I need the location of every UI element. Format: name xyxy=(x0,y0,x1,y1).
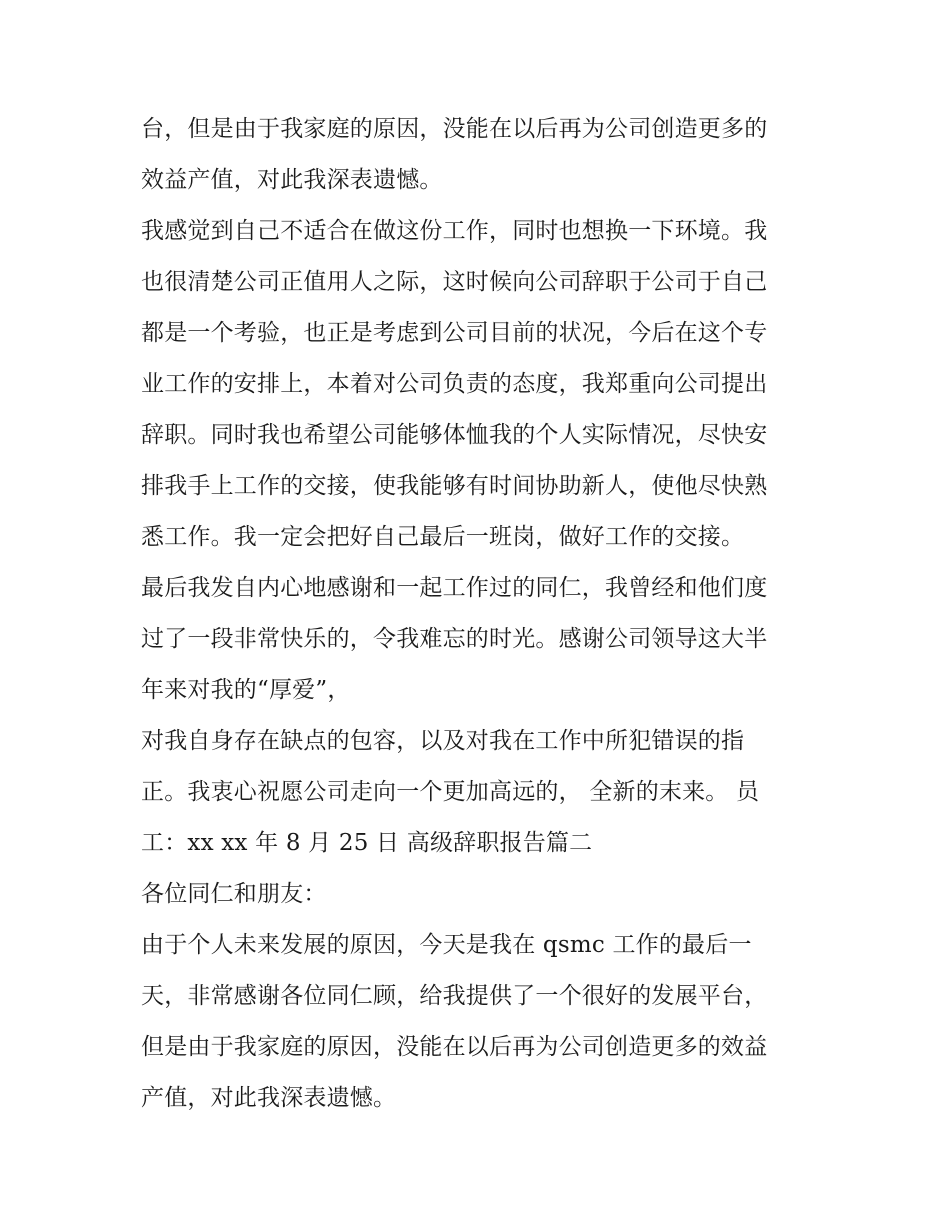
text-line: 由于个人未来发展的原因，今天是我在 qsmc 工作的最后一 xyxy=(141,932,752,958)
text-line: 天，非常感谢各位同仁顾，给我提供了一个很好的发展平台， xyxy=(141,983,768,1009)
text-line: 排我手上工作的交接，使我能够有时间协助新人，使他尽快熟 xyxy=(141,473,768,499)
text-line: 各位同仁和朋友： xyxy=(141,881,327,907)
text-line: 悉工作。我一定会把好自己最后一班岗，做好工作的交接。 xyxy=(141,524,745,550)
text-line: 正。我衷心祝愿公司走向一个更加高远的， 全新的末来。 员 xyxy=(141,779,760,805)
text-line: 工：xx xx 年 8 月 25 日 高级辞职报告篇二 xyxy=(141,830,593,856)
text-line: 我感觉到自己不适合在做这份工作，同时也想换一下环境。我 xyxy=(141,218,768,244)
text-line: 业工作的安排上，本着对公司负责的态度，我郑重向公司提出 xyxy=(141,371,768,397)
text-line: 也很清楚公司正值用人之际，这时候向公司辞职于公司于自己 xyxy=(141,269,768,295)
text-line: 都是一个考验，也正是考虑到公司目前的状况，今后在这个专 xyxy=(141,320,768,346)
text-line: 最后我发自内心地感谢和一起工作过的同仁，我曾经和他们度 xyxy=(141,575,768,601)
text-line: 但是由于我家庭的原因，没能在以后再为公司创造更多的效益 xyxy=(141,1034,768,1060)
text-line: 效益产值，对此我深表遗憾。 xyxy=(141,167,443,193)
text-line: 年来对我的“厚爱”， xyxy=(141,677,351,703)
text-line: 产值，对此我深表遗憾。 xyxy=(141,1085,397,1111)
text-line: 对我自身存在缺点的包容，以及对我在工作中所犯错误的指 xyxy=(141,728,745,754)
text-line: 辞职。同时我也希望公司能够体恤我的个人实际情况，尽快安 xyxy=(141,422,768,448)
text-line: 台，但是由于我家庭的原因，没能在以后再为公司创造更多的 xyxy=(141,116,768,142)
text-line: 过了一段非常快乐的，令我难忘的时光。感谢公司领导这大半 xyxy=(141,626,768,652)
body-text xyxy=(141,104,821,1124)
